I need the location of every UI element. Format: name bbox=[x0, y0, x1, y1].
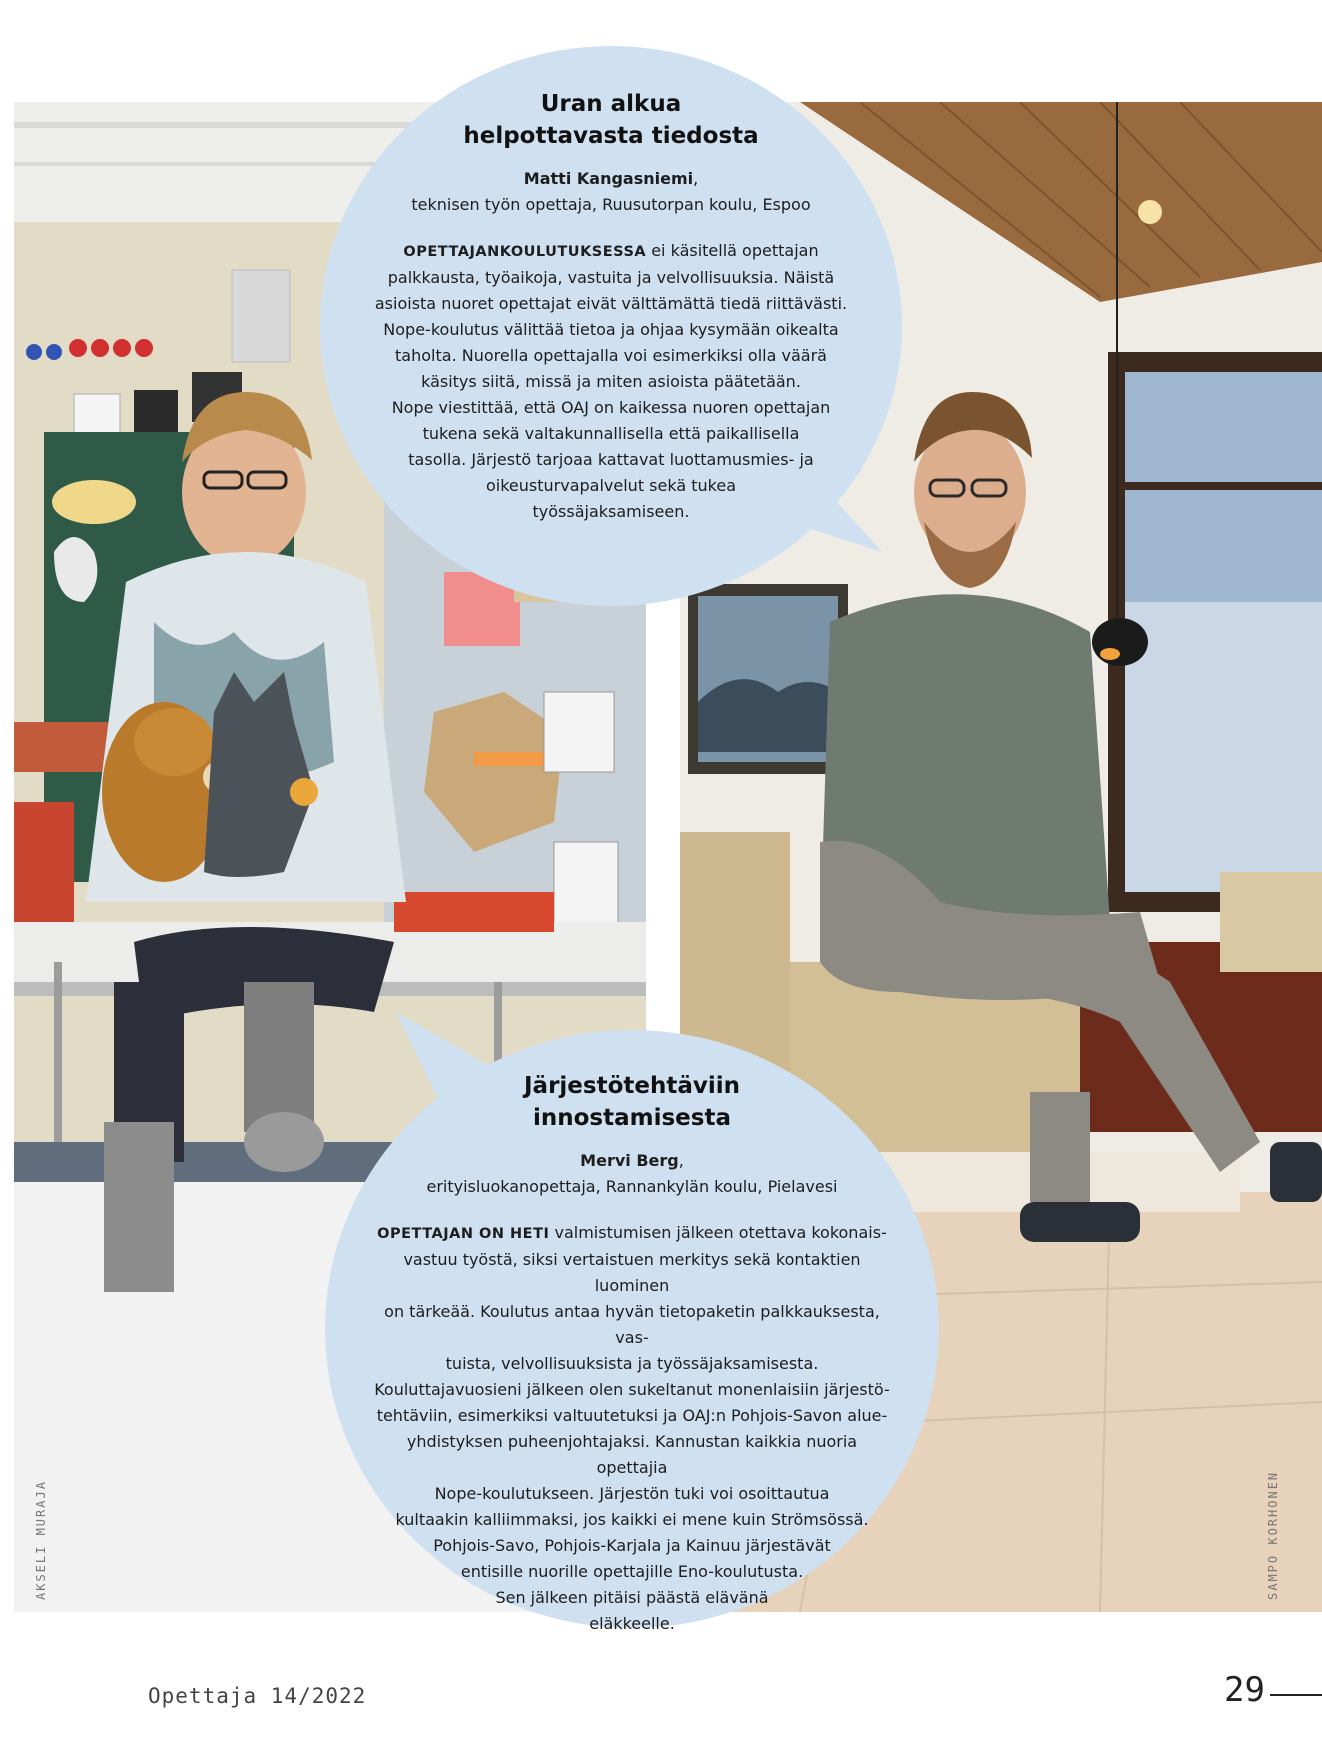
bubble-top-line: taholta. Nuorella opettajalla voi esimerkiksi olla väärä bbox=[395, 346, 827, 365]
bubble-bottom-author-name: Mervi Berg bbox=[580, 1151, 679, 1170]
bubble-bottom-line: valmistumisen jälkeen otettava kokonais- bbox=[549, 1223, 887, 1242]
bubble-top-line: oikeusturvapalvelut sekä tukea bbox=[486, 476, 736, 495]
footer-magazine-issue: Opettaja 14/2022 bbox=[148, 1684, 367, 1708]
bubble-bottom-line: Pohjois-Savo, Pohjois-Karjala ja Kainuu järjestävät bbox=[433, 1536, 831, 1555]
speech-bubble-top bbox=[320, 46, 902, 606]
bubble-top-line: ei käsitellä opettajan bbox=[646, 241, 819, 260]
bubble-top-body bbox=[366, 238, 856, 525]
bubble-top-line: tasolla. Järjestö tarjoaa kattavat luottamusmies- ja bbox=[408, 450, 814, 469]
bubble-bottom-line: vastuu työstä, siksi vertaistuen merkitys sekä kontaktien luominen bbox=[403, 1250, 861, 1295]
bubble-top-title-line2: helpottavasta tiedosta bbox=[463, 123, 759, 149]
bubble-top-author-name: Matti Kangasniemi bbox=[523, 169, 694, 188]
bubble-bottom-title bbox=[369, 1070, 895, 1134]
bubble-bottom-author-comma: , bbox=[678, 1151, 684, 1170]
bubble-bottom-line: tehtäviin, esimerkiksi valtuutetuksi ja OAJ:n Pohjois-Savon alue- bbox=[376, 1406, 888, 1425]
bubble-bottom-line: on tärkeää. Koulutus antaa hyvän tietopaketin palkkauksesta, vas- bbox=[384, 1302, 880, 1347]
bubble-top-line: käsitys siitä, missä ja miten asioista päätetään. bbox=[421, 372, 801, 391]
bubble-bottom-line: kultaakin kalliimmaksi, jos kaikki ei mene kuin Strömsössä. bbox=[395, 1510, 869, 1529]
bubble-bottom-line: yhdistyksen puheenjohtajaksi. Kannustan kaikkia nuoria opettajia bbox=[406, 1432, 858, 1477]
bubble-top-line: Nope viestittää, että OAJ on kaikessa nuoren opettajan bbox=[391, 398, 831, 417]
bubble-top-title-line1: Uran alkua bbox=[540, 91, 682, 117]
bubble-bottom-lead: OPETTAJAN ON HETI bbox=[377, 1226, 550, 1242]
bubble-top-title bbox=[366, 88, 856, 152]
speech-bubble-bottom bbox=[325, 1030, 939, 1633]
bubble-top-author bbox=[366, 166, 856, 218]
photo-credit-right: SAMPO KORHONEN bbox=[1266, 1470, 1280, 1600]
bubble-bottom-title-line2: innostamisesta bbox=[533, 1105, 731, 1131]
footer-rule bbox=[1270, 1694, 1322, 1696]
bubble-bottom-line: tuista, velvollisuuksista ja työssäjaksamisesta. bbox=[445, 1354, 819, 1373]
bubble-top-line: Nope-koulutus välittää tietoa ja ohjaa kysymään oikealta bbox=[383, 320, 839, 339]
bubble-top-author-role: teknisen työn opettaja, Ruusutorpan koulu, Espoo bbox=[411, 195, 811, 214]
bubble-bottom-line: Sen jälkeen pitäisi päästä elävänä bbox=[495, 1588, 769, 1607]
bubble-bottom-line: Kouluttajavuosieni jälkeen olen sukeltanut monenlaisiin järjestö- bbox=[374, 1380, 890, 1399]
bubble-bottom-line: entisille nuorille opettajille Eno-koulutusta. bbox=[460, 1562, 804, 1581]
bubble-top-author-comma: , bbox=[693, 169, 699, 188]
bubble-bottom-line: Nope-koulutukseen. Järjestön tuki voi osoittautua bbox=[434, 1484, 830, 1503]
bubble-top-lead: OPETTAJANKOULUTUKSESSA bbox=[403, 244, 647, 260]
bubble-top-line: työssäjaksamiseen. bbox=[532, 502, 690, 521]
bubble-bottom-line: eläkkeelle. bbox=[589, 1614, 675, 1633]
bubble-bottom-body bbox=[369, 1220, 895, 1637]
bubble-top-line: palkkausta, työaikoja, vastuita ja velvollisuuksia. Näistä bbox=[387, 268, 835, 287]
bubble-top-line: tukena sekä valtakunnallisella että paikallisella bbox=[422, 424, 800, 443]
bubble-top-line: asioista nuoret opettajat eivät välttämättä tiedä riittävästi. bbox=[374, 294, 848, 313]
bubble-bottom-title-line1: Järjestötehtäviin bbox=[523, 1073, 740, 1099]
bubble-bottom-author bbox=[369, 1148, 895, 1200]
footer-page-number: 29 bbox=[1224, 1670, 1265, 1710]
photo-credit-left: AKSELI MURAJA bbox=[34, 1480, 48, 1600]
bubble-bottom-author-role: erityisluokanopettaja, Rannankylän koulu, Pielavesi bbox=[426, 1177, 838, 1196]
